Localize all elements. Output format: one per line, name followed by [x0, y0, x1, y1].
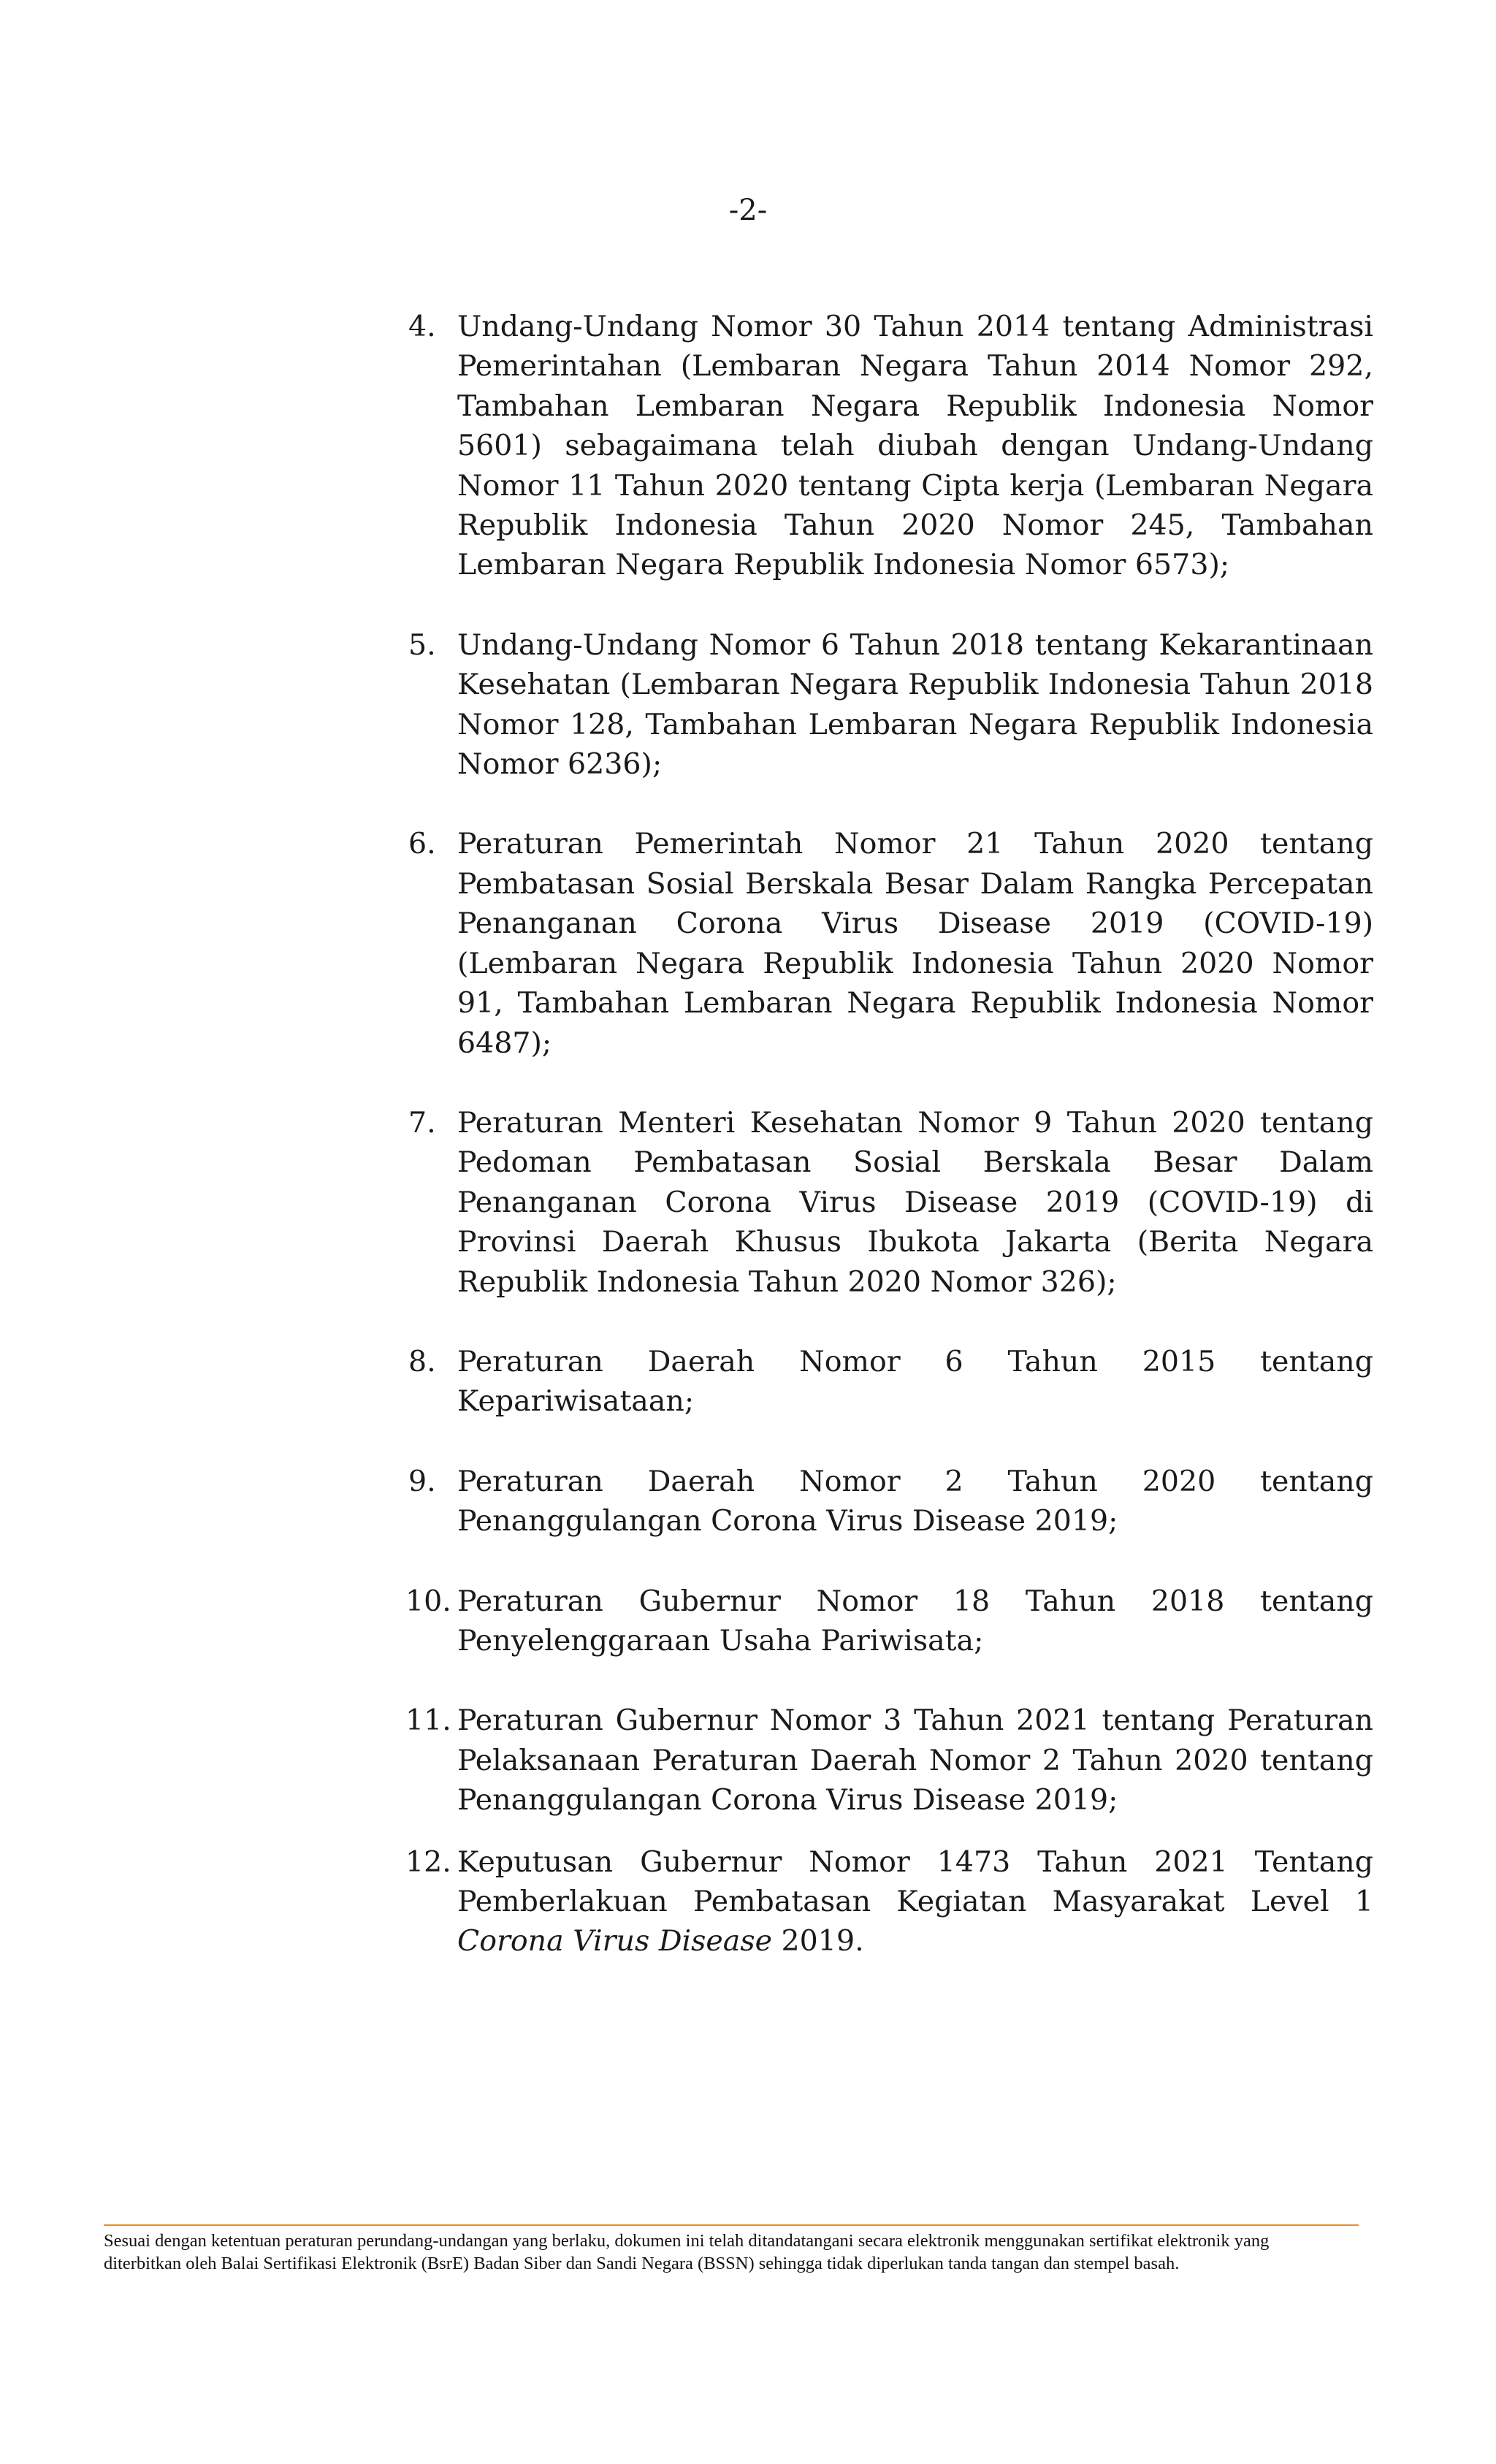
list-item-text: Peraturan Menteri Kesehatan Nomor 9 Tahun 2020 tentang Pedoman Pembatasan Sosial Berskala Besar Dalam Penanganan Corona Virus Disease 2019 (COVID-19) di Provinsi Daerah Khusus Ibukota Jakarta (Berita Negara Republik Indonesia Tahun 2020 Nomor 326); [457, 1105, 1373, 1299]
list-item-text: Peraturan Daerah Nomor 2 Tahun 2020 tentang Penanggulangan Corona Virus Disease 2019; [457, 1464, 1373, 1538]
list-item-text: Peraturan Gubernur Nomor 18 Tahun 2018 tentang Penyelenggaraan Usaha Pariwisata; [457, 1584, 1373, 1658]
list-item-text [457, 1842, 1373, 1961]
list-item-number: 6. [408, 827, 436, 861]
list-item [400, 1342, 1373, 1422]
list-item [400, 1701, 1373, 1820]
list-item [400, 1103, 1373, 1302]
list-item-text: Peraturan Gubernur Nomor 3 Tahun 2021 tentang Peraturan Pelaksanaan Peraturan Daerah Nomor 2 Tahun 2020 tentang Penanggulangan Corona Virus Disease 2019; [457, 1704, 1373, 1818]
list-item-number: 12. [405, 1845, 451, 1879]
footer-divider [104, 2224, 1359, 2226]
legal-basis-list [400, 307, 1373, 1961]
list-item [400, 307, 1373, 585]
list-item-number: 9. [408, 1464, 436, 1498]
list-item-text: Undang-Undang Nomor 6 Tahun 2018 tentang Kekarantinaan Kesehatan (Lembaran Negara Republik Indonesia Tahun 2018 Nomor 128, Tambahan Lembaran Negara Republik Indonesia Nomor 6236); [457, 628, 1373, 782]
list-item [400, 625, 1373, 785]
footer-line-1: Sesuai dengan ketentuan peraturan perundang-undangan yang berlaku, dokumen ini telah ditandatangani secara elektronik menggunakan sertifikat elektronik yang [104, 2231, 1270, 2251]
list-item-text: Peraturan Pemerintah Nomor 21 Tahun 2020 tentang Pembatasan Sosial Berskala Besar Dalam Rangka Percepatan Penanganan Corona Virus Disease 2019 (COVID-19) (Lembaran Negara Republik Indonesia Tahun 2020 Nomor 91, Tambahan Lembaran Negara Republik Indonesia Nomor 6487); [457, 827, 1373, 1060]
list-item-text-start: Keputusan Gubernur Nomor 1473 Tahun 2021 Tentang Pemberlakuan Pembatasan Kegiatan Masyarakat Level 1 [457, 1845, 1373, 1918]
list-item [400, 1842, 1373, 1961]
list-item [400, 1462, 1373, 1541]
list-item [400, 824, 1373, 1062]
page-number: -2- [728, 194, 768, 227]
footer-line-2: diterbitkan oleh Balai Sertifikasi Elektronik (BsrE) Badan Siber dan Sandi Negara (BSSN) sehingga tidak diperlukan tanda tangan dan stempel basah. [104, 2254, 1180, 2273]
list-item-number: 11. [405, 1704, 451, 1738]
list-item-text-italic: Corona Virus Disease [457, 1924, 772, 1958]
list-item-number: 10. [405, 1584, 451, 1618]
list-item-text: Peraturan Daerah Nomor 6 Tahun 2015 tentang Kepariwisataan; [457, 1344, 1373, 1419]
electronic-signature-notice [104, 2230, 1397, 2275]
list-item-text: Undang-Undang Nomor 30 Tahun 2014 tentang Administrasi Pemerintahan (Lembaran Negara Tahun 2014 Nomor 292, Tambahan Lembaran Negara Republik Indonesia Nomor 5601) sebagaimana telah diubah dengan Undang-Undang Nomor 11 Tahun 2020 tentang Cipta kerja (Lembaran Negara Republik Indonesia Tahun 2020 Nomor 245, Tambahan Lembaran Negara Republik Indonesia Nomor 6573); [457, 310, 1373, 582]
list-item-number: 8. [408, 1344, 436, 1378]
list-item-text-end: 2019. [781, 1924, 864, 1958]
list-item-number: 5. [408, 628, 436, 662]
list-item [400, 1582, 1373, 1661]
list-item-number: 4. [408, 310, 436, 343]
list-item-number: 7. [408, 1105, 436, 1140]
